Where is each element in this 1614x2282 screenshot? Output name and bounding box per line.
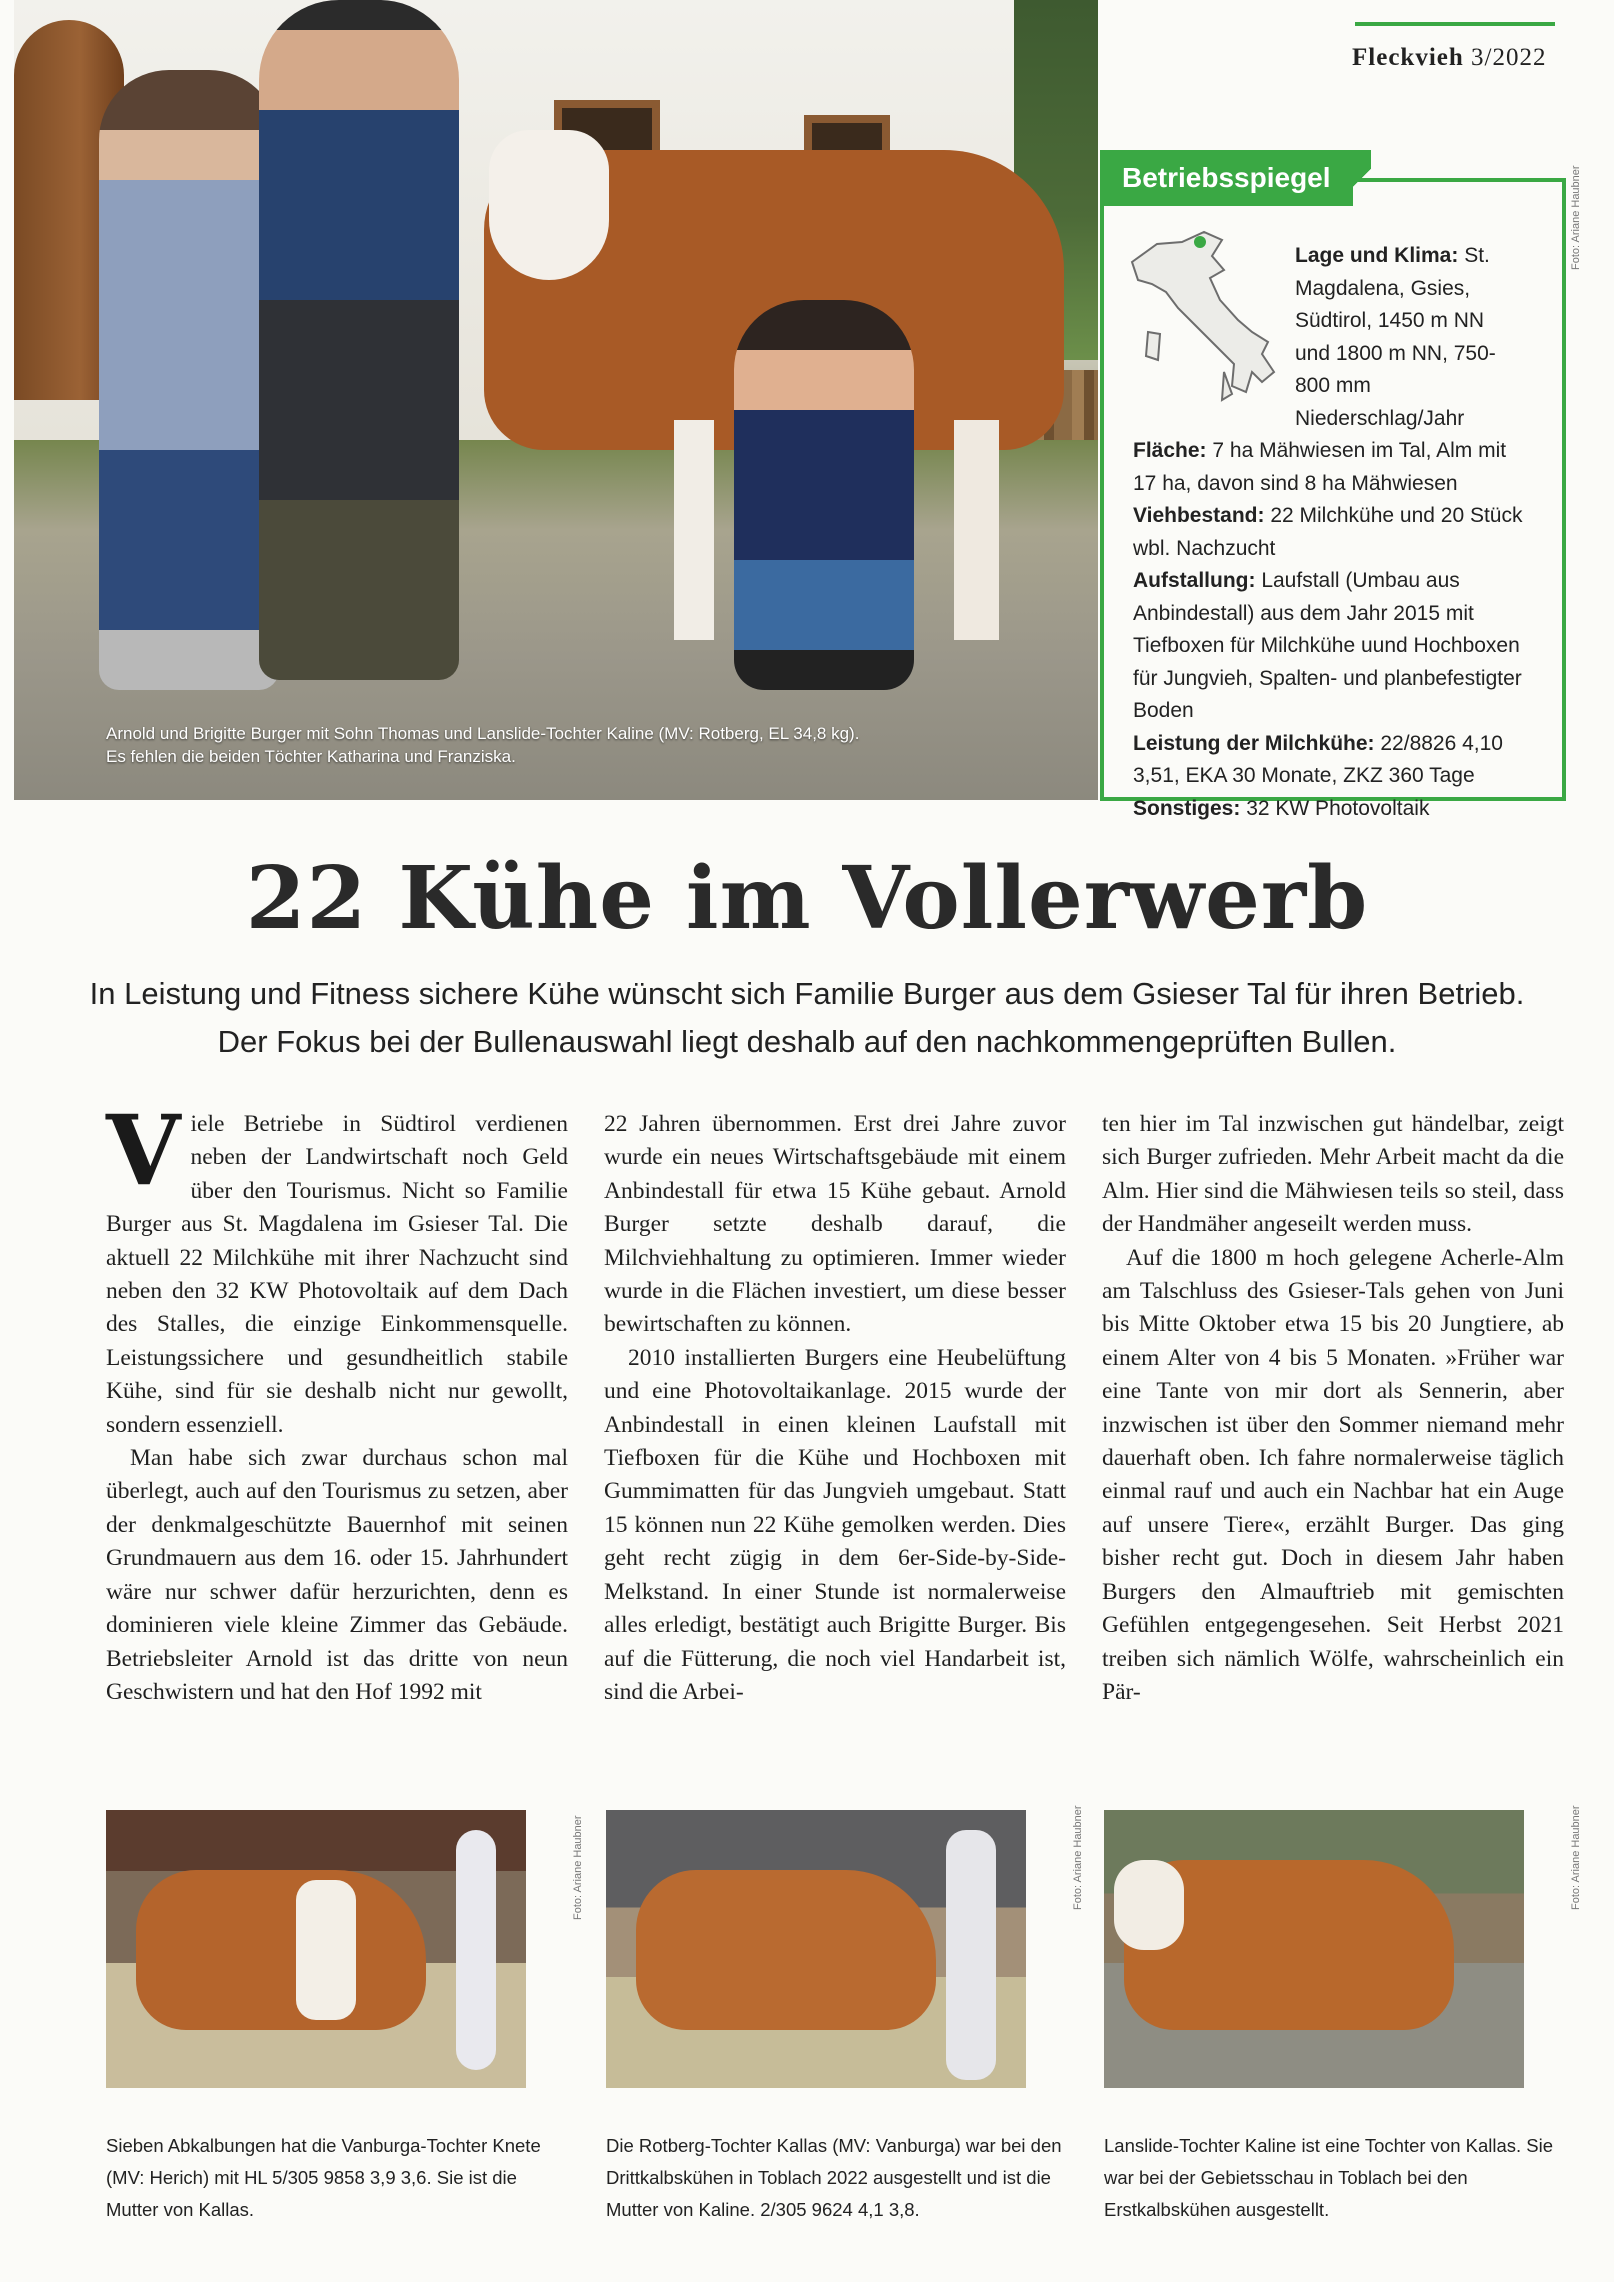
infobox-title: Betriebsspiegel bbox=[1100, 150, 1353, 206]
hero-photo bbox=[14, 0, 1098, 800]
infobox-value: 32 KW Photovoltaik bbox=[1246, 796, 1430, 820]
infobox-value: Laufstall (Umbau aus Anbindestall) aus dem Jahr 2015 mit Tiefboxen für Milchkühe uund Hochboxen für Jungvieh, Spalten- und planbefestigter Boden bbox=[1133, 569, 1522, 722]
infobox-label: Viehbestand: bbox=[1133, 504, 1265, 527]
paragraph: Auf die 1800 m hoch gelegene Acherle-Alm am Talschluss des Gsieser-Tals gehen von Juni bis Mitte Oktober etwa 15 bis 20 Jungtiere, ab einem Alter von 4 bis 5 Monaten. »Früher war eine Tante von mir dort als Sennerin, aber inzwischen ist über den Sommer niemand mehr dauerhaft oben. Ich fahre normalerweise täglich einmal rauf und auch ein Nachbar hat ein Auge auf unsere Tiere«, erzählt Burger. Das ging bisher recht gut. Doch in diesem Jahr haben Burgers den Almauftrieb mit gemischten Gefühlen entgegengesehen. Seit Herbst 2021 treiben sich nämlich Wölfe, wahrscheinlich ein Pär- bbox=[1102, 1244, 1564, 1705]
article-subtitle bbox=[60, 970, 1554, 1066]
handler bbox=[946, 1830, 996, 2080]
infobox-content bbox=[1133, 240, 1523, 825]
infobox-item-sonstiges bbox=[1133, 793, 1523, 826]
magazine-issue bbox=[1352, 44, 1546, 72]
infobox-label: Leistung der Milchkühe: bbox=[1133, 731, 1375, 755]
infobox-label: Aufstallung: bbox=[1133, 569, 1256, 592]
article-column-3 bbox=[1102, 1108, 1564, 1709]
photo-kaline bbox=[1104, 1810, 1524, 2088]
infobox-item-flaeche bbox=[1133, 435, 1523, 500]
photo-credit-2: Foto: Ariane Haubner bbox=[1072, 1805, 1084, 1910]
person-arnold bbox=[259, 0, 459, 680]
header-accent-line bbox=[1355, 22, 1555, 26]
article-column-2 bbox=[604, 1108, 1066, 1709]
article-column-1 bbox=[106, 1094, 568, 1709]
person-brigitte bbox=[99, 70, 279, 690]
photo-credit-1: Foto: Ariane Haubner bbox=[572, 1815, 584, 1920]
cow-head bbox=[489, 130, 609, 280]
infobox-item-aufstallung bbox=[1133, 565, 1523, 728]
photo-caption-1: Sieben Abkalbungen hat die Vanburga-Tochter Knete (MV: Herich) mit HL 5/305 9858 3,9 3,6. Sie ist die Mutter von Kallas. bbox=[106, 2135, 541, 2220]
photo-kallas bbox=[606, 1810, 1026, 2088]
cow-knete bbox=[136, 1870, 426, 2030]
photo-caption-2: Die Rotberg-Tochter Kallas (MV: Vanburga) war bei den Drittkalbskühen in Toblach 2022 ausgestellt und ist die Mutter von Kaline. 2/305 9624 4,1 3,8. bbox=[606, 2135, 1062, 2220]
hero-caption-line2: Es fehlen die beiden Töchter Katharina und Franziska. bbox=[106, 747, 516, 766]
infobox-label: Fläche: bbox=[1133, 439, 1207, 462]
infobox-item-lage bbox=[1133, 240, 1523, 435]
subtitle-line2: Der Fokus bei der Bullenauswahl liegt deshalb auf den nachkommengeprüften Bullen. bbox=[217, 1024, 1397, 1059]
photo-knete bbox=[106, 1810, 526, 2088]
paragraph bbox=[106, 1094, 568, 1442]
paragraph: 2010 installierten Burgers eine Heubelüftung und eine Photovoltaikanlage. 2015 wurde der Anbindestall in einen kleinen Laufstall mit Tiefboxen für die Kühe und Hochboxen mit Gummimatten für das Jungvieh umgebaut. Statt 15 können nun 22 Kühe gemolken werden. Dies geht recht zügig in dem 6er-Side-by-Side-Melkstand. In einer Stunde ist normalerweise alles erledigt, bestätigt auch Brigitte Burger. Bis auf die Fütterung, die noch viel Handarbeit ist, sind die Arbei- bbox=[604, 1344, 1066, 1705]
issue-number: 3/2022 bbox=[1471, 44, 1547, 71]
cow-white-patch bbox=[296, 1880, 356, 2020]
subtitle-line1: In Leistung und Fitness sichere Kühe wünscht sich Familie Burger aus dem Gsieser Tal für ihren Betrieb. bbox=[89, 976, 1525, 1011]
infobox-item-viehbestand bbox=[1133, 500, 1523, 565]
paragraph: ten hier im Tal inzwischen gut händelbar, zeigt sich Burger zufrieden. Mehr Arbeit macht da die Alm. Hier sind die Mähwiesen teils so steil, dass der Handmäher angeseilt werden muss. bbox=[1102, 1111, 1564, 1238]
paragraph-text: iele Betriebe in Südtirol verdienen neben der Landwirtschaft noch Geld über den Tourismus. Nicht so Familie Burger aus St. Magdalena im Gsieser Tal. Die aktuell 22 Milchkühe mit ihrer Nachzucht sind neben den 32 KW Photovoltaik auf dem Dach des Stalles, die einzige Einkommensquelle. Leistungssichere und gesundheitlich stabile Kühe, sind für sie deshalb nicht nur gewollt, sondern essenziell. bbox=[106, 1111, 568, 1438]
handler bbox=[456, 1830, 496, 2070]
photo-credit-hero: Foto: Ariane Haubner bbox=[1570, 165, 1582, 270]
person-thomas bbox=[734, 300, 914, 690]
drop-cap: V bbox=[106, 1094, 181, 1207]
paragraph: 22 Jahren übernommen. Erst drei Jahre zuvor wurde ein neues Wirtschaftsgebäude mit einem Anbindestall für etwa 15 Kühe gebaut. Arnold Burger setzte deshalb darauf, die Milchviehhaltung zu optimieren. Immer wieder wurde in die Flächen investiert, um diese besser bewirtschaften zu können. bbox=[604, 1111, 1066, 1338]
infobox-label: Sonstiges: bbox=[1133, 796, 1241, 820]
hero-caption-line1: Arnold und Brigitte Burger mit Sohn Thomas und Lanslide-Tochter Kaline (MV: Rotberg, EL 34,8 kg). bbox=[106, 724, 860, 743]
cow-head bbox=[1114, 1860, 1184, 1950]
magazine-name: Fleckvieh bbox=[1352, 44, 1464, 71]
infobox-value: 22/8826 4,10 3,51, EKA 30 Monate, ZKZ 360 Tage bbox=[1133, 731, 1503, 787]
infobox-value: St. Magdalena, Gsies, Südtirol, 1450 m NN und 1800 m NN, 750-800 mm Niederschlag/Jahr bbox=[1295, 244, 1496, 430]
infobox-value: 7 ha Mähwiesen im Tal, Alm mit 17 ha, davon sind 8 ha Mähwiesen bbox=[1133, 439, 1507, 495]
infobox-value: 22 Milchkühe und 20 Stück wbl. Nachzucht bbox=[1133, 504, 1523, 560]
cow-kallas bbox=[636, 1870, 936, 2030]
photo-credit-3: Foto: Ariane Haubner bbox=[1570, 1805, 1582, 1910]
photo-caption-3: Lanslide-Tochter Kaline ist eine Tochter von Kallas. Sie war bei der Gebietsschau in Toblach bei den Erstkalbskühen ausgestellt. bbox=[1104, 2135, 1554, 2220]
hero-caption bbox=[106, 722, 946, 768]
article-title: 22 Kühe im Vollerwerb bbox=[245, 848, 1369, 949]
infobox-label: Lage und Klima: bbox=[1295, 244, 1459, 267]
infobox-item-leistung bbox=[1133, 728, 1523, 793]
paragraph: Man habe sich zwar durchaus schon mal überlegt, auch auf den Tourismus zu setzen, aber der denkmalgeschützte Bauernhof mit seinen Grundmauern aus dem 16. oder 15. Jahrhundert wäre nur schwer dafür herzurichten, denn es dominieren viele kleine Zimmer das Gebäude. Betriebsleiter Arnold ist das dritte von neun Geschwistern und hat den Hof 1992 mit bbox=[106, 1445, 568, 1705]
